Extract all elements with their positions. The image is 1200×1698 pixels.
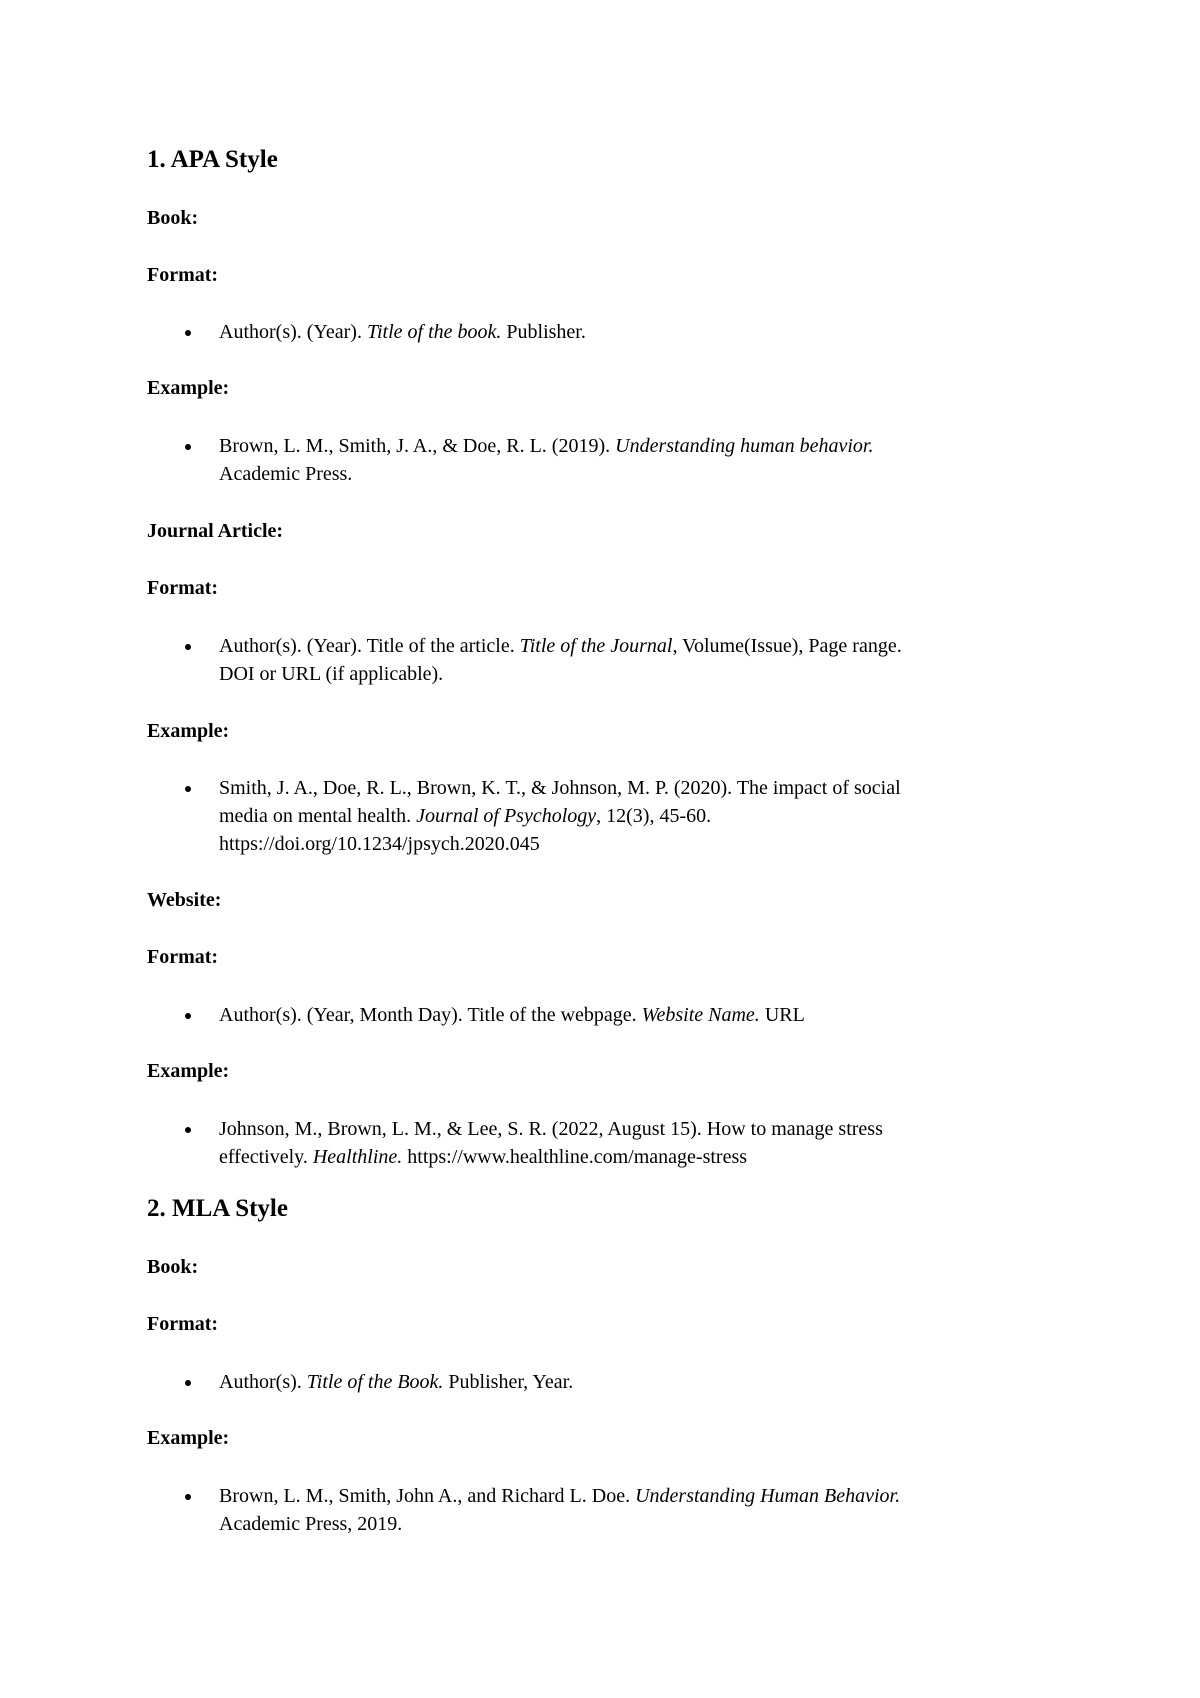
apa-book-format-label: Format:	[147, 264, 219, 286]
apa-book-example: Brown, L. M., Smith, J. A., & Doe, R. L. (2019). Understanding human behavior. Academic Press.	[219, 435, 874, 485]
apa-website-label: Website:	[147, 889, 222, 911]
apa-website-format: Author(s). (Year, Month Day). Title of the webpage. Website Name. URL	[219, 1004, 805, 1026]
apa-book-label: Book:	[147, 207, 199, 229]
mla-book-label: Book:	[147, 1256, 199, 1278]
apa-book-format: Author(s). (Year). Title of the book. Publisher.	[219, 321, 586, 343]
apa-journal-label: Journal Article:	[147, 520, 284, 542]
apa-website-example: Johnson, M., Brown, L. M., & Lee, S. R. (2022, August 15). How to manage stress effectively. Healthline. https://www.healthline.com/manage-stress	[219, 1118, 883, 1168]
mla-book-format: Author(s). Title of the Book. Publisher, Year.	[219, 1371, 574, 1393]
apa-website-example-label: Example:	[147, 1060, 230, 1082]
apa-book-example-label: Example:	[147, 377, 230, 399]
apa-journal-format: Author(s). (Year). Title of the article. Title of the Journal, Volume(Issue), Page range. DOI or URL (if applicable).	[219, 635, 902, 685]
mla-book-example-label: Example:	[147, 1427, 230, 1449]
apa-website-format-label: Format:	[147, 946, 219, 968]
apa-journal-example-label: Example:	[147, 720, 230, 742]
apa-journal-format-label: Format:	[147, 577, 219, 599]
mla-book-example: Brown, L. M., Smith, John A., and Richard L. Doe. Understanding Human Behavior. Academic Press, 2019.	[219, 1485, 901, 1535]
section-heading-mla: 2. MLA Style	[147, 1195, 288, 1222]
section-heading-apa: 1. APA Style	[147, 146, 278, 173]
apa-journal-example: Smith, J. A., Doe, R. L., Brown, K. T., & Johnson, M. P. (2020). The impact of social media on mental health. Journal of Psychology, 12(3), 45-60. https://doi.org/10.1234/jpsych.2020.045	[219, 777, 901, 855]
mla-book-format-label: Format:	[147, 1313, 219, 1335]
